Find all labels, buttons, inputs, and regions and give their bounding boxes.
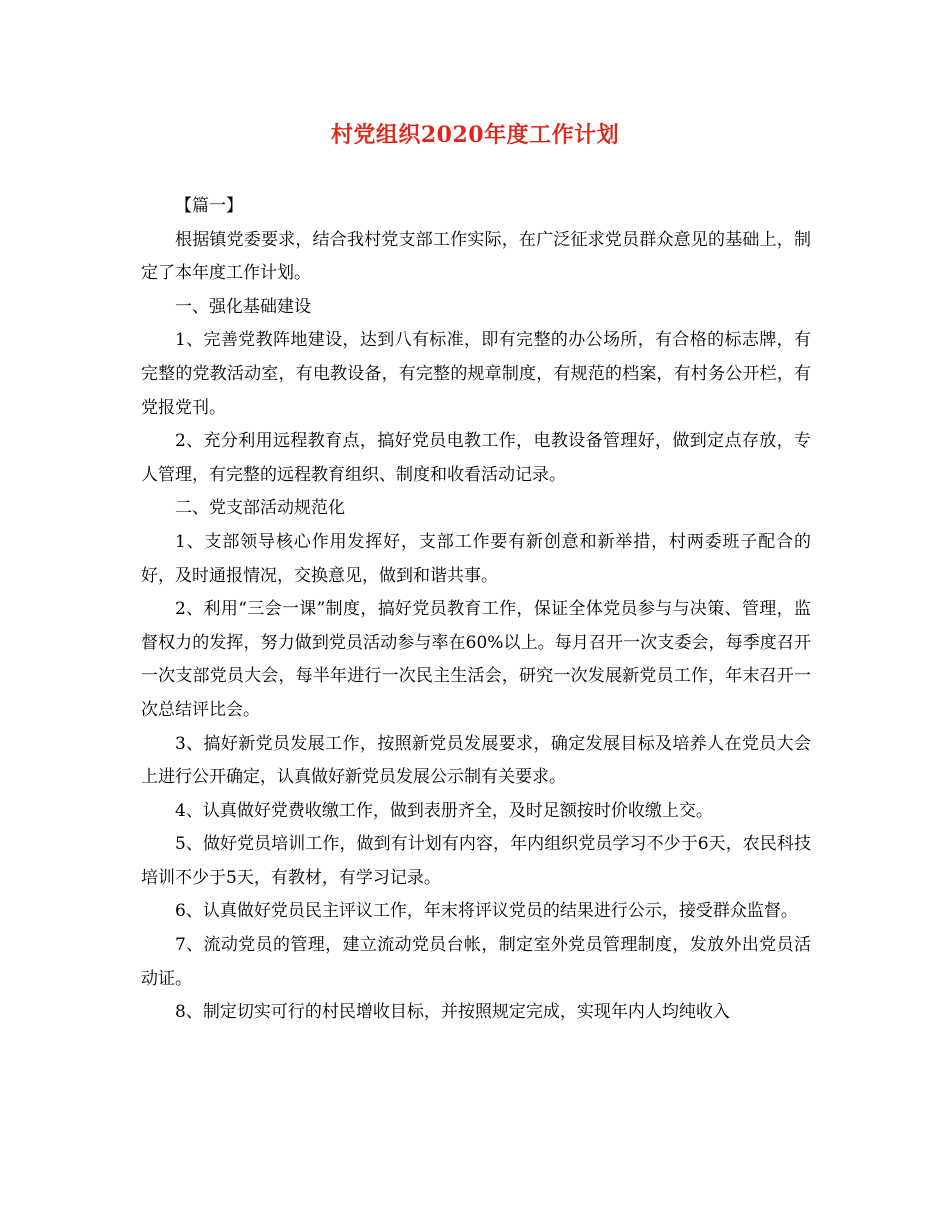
paragraph-intro: 根据镇党委要求，结合我村党支部工作实际，在广泛征求党员群众意见的基础上，制定了本年度工作计划。 xyxy=(141,229,811,284)
paragraph-2-6: 6、认真做好党员民主评议工作，年末将评议党员的结果进行公示，接受群众监督。 xyxy=(175,901,798,922)
document-title: 村党组织2020年度工作计划 xyxy=(330,122,620,148)
paragraph-1-2: 2、充分利用远程教育点，搞好党员电教工作，电教设备管理好，做到定点存放，专人管理，有完整的远程教育组织、制度和收看活动记录。 xyxy=(141,431,811,485)
paragraph-2-4: 4、认真做好党费收缴工作，做到表册齐全，及时足额按时价收缴上交。 xyxy=(175,800,713,821)
section-heading-2: 二、党支部活动规范化 xyxy=(175,498,345,519)
paragraph-2-3: 3、搞好新党员发展工作，按照新党员发展要求，确定发展目标及培养人在党员大会上进行公开确定，认真做好新党员发展公示制有关要求。 xyxy=(141,733,811,788)
section-heading-1: 一、强化基础建设 xyxy=(175,296,311,317)
paragraph-1-1: 1、完善党教阵地建设，达到八有标准，即有完整的办公场所，有合格的标志牌，有完整的党教活动室，有电教设备，有完整的规章制度，有规范的档案，有村务公开栏，有党报党刊。 xyxy=(141,330,811,418)
paragraph-2-8: 8、制定切实可行的村民增收目标，并按照规定完成，实现年内人均纯收入 xyxy=(175,1002,730,1023)
paragraph-2-1: 1、支部领导核心作用发挥好，支部工作要有新创意和新举措，村两委班子配合的好，及时通报情况，交换意见，做到和谐共事。 xyxy=(141,531,811,586)
document-body xyxy=(141,190,811,1030)
paragraph-2-7: 7、流动党员的管理，建立流动党员台帐，制定室外党员管理制度，发放外出党员活动证。 xyxy=(141,935,811,989)
section-heading-pian-yi: 【篇一】 xyxy=(175,196,243,216)
paragraph-2-5: 5、做好党员培训工作，做到有计划有内容，年内组织党员学习不少于6天，农民科技培训不少于5天，有教材，有学习记录。 xyxy=(141,834,811,888)
paragraph-2-2: 2、利用“三会一课”制度，搞好党员教育工作，保证全体党员参与与决策、管理，监督权力的发挥，努力做到党员活动参与率在60%以上。每月召开一次支委会，每季度召开一次支部党员大会，每半年进行一次民主生活会，研究一次发展新党员工作，年末召开一次总结评比会。 xyxy=(141,599,811,720)
